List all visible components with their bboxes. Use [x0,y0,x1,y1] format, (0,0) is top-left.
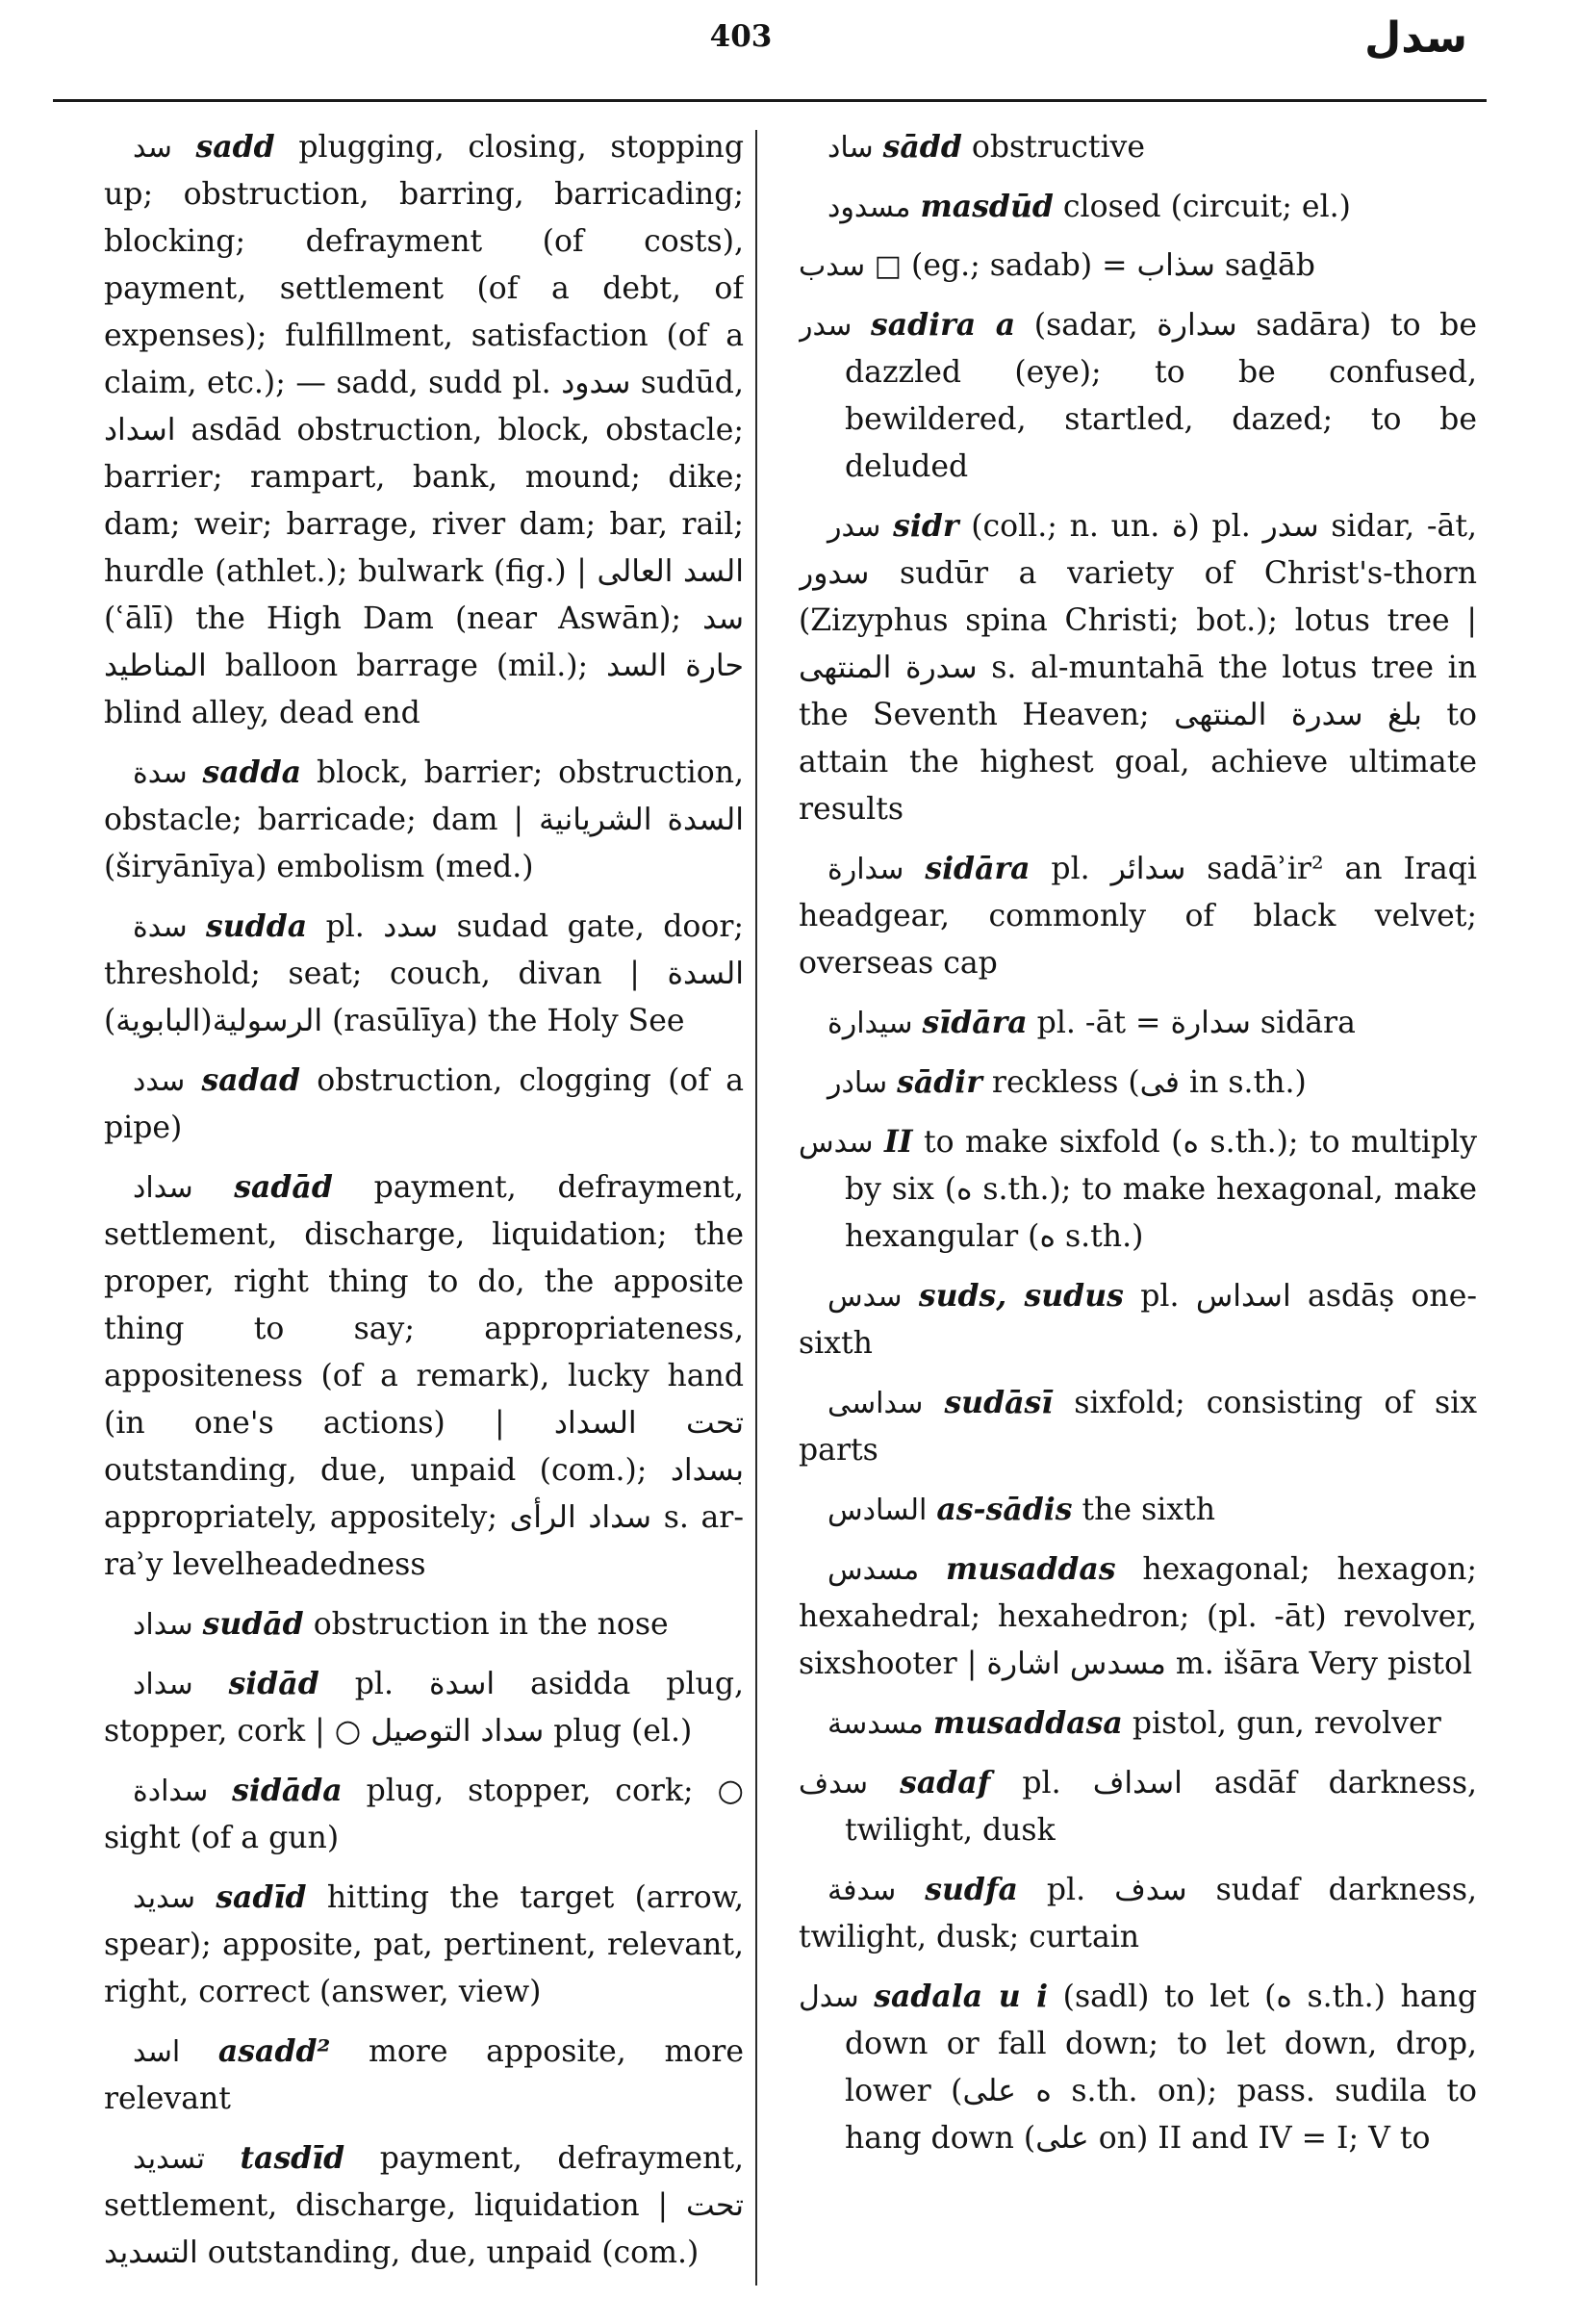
arabic-headword: سداد [133,1608,193,1642]
definition-text: payment, defrayment, settlement, discharge, liquidation | تحت التسديد outstanding, due, unpaid (com.) [104,2141,744,2270]
transliteration: sadala u i [874,1979,1049,2014]
definition-text: plugging, closing, stopping up; obstruction, barring, barricading; blocking; defrayment (of costs), payment, settlement (of a debt, of expenses); fulfillment, satisfaction (of a claim, etc.); — sadd, sudd pl. سدود sudūd, اسداد asdād obstruction, block, obstacle; barrier; rampart, bank, mound; dike; dam; weir; barrage, river dam; bar, rail; hurdle (athlet.); bulwark (fig.) | السد العالى (ʿālī) the High Dam (near Aswān); سد المناطيد balloon barrage (mil.); حارة السد blind alley, dead end [104,130,744,730]
transliteration: sidāda [232,1773,343,1808]
sub-entry [799,1486,1477,1534]
root-entry [799,301,1477,491]
transliteration: sidr [893,508,959,544]
arabic-headword: سدل [799,1980,859,2014]
arabic-headword: مسدود [827,191,911,224]
transliteration: sadād [234,1169,333,1205]
transliteration: sadīd [216,1879,307,1915]
right-column [799,123,1477,2298]
transliteration: masdūd [920,189,1054,224]
definition-text: reckless (فى in s.th.) [991,1065,1307,1100]
transliteration: suds, sudus [918,1278,1124,1314]
arabic-headword: سدس [799,1126,874,1160]
arabic-headword: سدادة [133,1775,209,1808]
definition-text: pl. اسداس asdāṣ one-sixth [799,1279,1477,1361]
sub-entry [104,1163,744,1589]
transliteration: sīdāra [922,1005,1028,1040]
definition-text: hexagonal; hexagon; hexahedral; hexahedron; (pl. -āt) revolver, sixshooter | مسدس اشارة m. išāra Very pistol [799,1552,1477,1681]
sub-entry [799,1379,1477,1474]
arabic-headword: مسدسة [827,1707,924,1741]
column-divider [755,130,757,2286]
definition-text: pistol, gun, revolver [1132,1706,1441,1741]
definition-text: (coll.; n. un. ة) pl. سدر sidar, -āt, سدور sudūr a variety of Christ's-thorn (Zizyphus spina Christi; bot.); lotus tree | سدرة المنتهى s. al-muntahā the lotus tree in the Seventh Heaven; بلغ سدرة المنتهى to attain the highest goal, achieve ultimate results [799,509,1477,827]
root-entry [799,1118,1477,1261]
definition-text: obstruction in the nose [313,1607,669,1642]
transliteration: sadda [202,754,302,790]
arabic-headword: السادس [827,1494,928,1527]
sub-entry [799,1866,1477,1961]
header-rule [53,99,1487,102]
sub-entry [799,1699,1477,1748]
definition-text: (sadl) to let (ه s.th.) hang down or fall down; to let down, drop, lower (ه على s.th. on); pass. sudila to hang down (على on) II and IV = I; V to [845,1979,1477,2156]
arabic-headword: ساد [827,131,874,165]
definition-text: closed (circuit; el.) [1062,190,1351,224]
transliteration: sadad [201,1062,301,1098]
definition-text: (eg.; sadab) = سذاب saḏāb [911,248,1315,283]
transliteration: sudfa [925,1872,1018,1907]
definition-text: to make sixfold (ه s.th.); to multiply by six (ه s.th.); to make hexagonal, make hexangular (ه s.th.) [845,1125,1477,1254]
sub-entry [104,1874,744,2016]
root-entry [799,1973,1477,2162]
sub-entry [799,123,1477,171]
sub-entry [104,123,744,737]
arabic-headword: □ سدب [799,249,903,283]
transliteration: sudda [206,908,308,944]
transliteration: musaddasa [932,1705,1123,1741]
arabic-headword: سدة [133,756,188,790]
sub-entry [799,502,1477,833]
definition-text: hitting the target (arrow, spear); apposite, pat, pertinent, relevant, right, correct (answer, view) [104,1880,744,2009]
transliteration: asadd² [217,2033,331,2069]
sub-entry [799,1272,1477,1367]
root-entry [799,243,1477,290]
definition-text: block, barrier; obstruction, obstacle; barricade; dam | السدة الشريانية (širyānīya) embolism (med.) [104,755,744,884]
transliteration: sadira a [871,307,1016,343]
arabic-headword: سداد [133,1171,193,1205]
definition-text: sixfold; consisting of six parts [799,1386,1477,1468]
arabic-headword: سادر [827,1066,888,1100]
sub-entry [104,1767,744,1862]
definition-text: pl. سدف sudaf darkness, twilight, dusk; curtain [799,1873,1477,1954]
transliteration: musaddas [946,1551,1116,1587]
sub-entry [104,1600,744,1648]
arabic-headword: سدف [799,1767,868,1800]
sub-entry [104,2028,744,2123]
arabic-headword: سدس [827,1280,903,1314]
arabic-headword: مسدس [827,1553,920,1587]
running-headword: سدل [1364,13,1467,63]
arabic-headword: سدر [799,309,853,343]
definition-text: pl. -āt = سدارة sidāra [1036,1006,1356,1040]
definition-text: the sixth [1082,1493,1216,1527]
transliteration: sudād [202,1606,304,1642]
sub-entry [104,903,744,1045]
left-column [104,123,744,2298]
transliteration: II [883,1124,913,1160]
transliteration: sādd [882,129,962,165]
sub-entry [104,1660,744,1755]
sub-entry [799,999,1477,1047]
definition-text: pl. سدد sudad gate, door; threshold; seat; couch, divan | السدة الرسولية(البابوية) (rasūlīya) the Holy See [104,909,744,1038]
transliteration: sādir [897,1064,982,1100]
definition-text: more apposite, more relevant [104,2034,744,2116]
definition-text: payment, defrayment, settlement, discharge, liquidation; the proper, right thing to do, the apposite thing to say; appropriateness, appositeness (of a remark), lucky hand (in one's actions) | تحت السداد outstanding, due, unpaid (com.); بسداد appropriately, appositely; سداد الرأى s. ar-raʾy levelheadedness [104,1170,744,1582]
sub-entry [799,183,1477,231]
arabic-headword: سدارة [827,853,904,886]
root-entry [799,1759,1477,1854]
sub-entry [799,1545,1477,1688]
arabic-headword: اسد [133,2035,181,2069]
arabic-headword: سدفة [827,1874,897,1907]
definition-text: pl. اسداف asdāf darkness, twilight, dusk [845,1766,1477,1848]
arabic-headword: سديد [133,1881,195,1915]
definition-text: obstructive [971,130,1145,165]
transliteration: sidād [228,1666,319,1701]
transliteration: tasdīd [240,2140,345,2176]
definition-text: pl. سدائر sadāʾir² an Iraqi headgear, commonly of black velvet; overseas cap [799,852,1477,981]
transliteration: as-sādis [936,1492,1073,1527]
transliteration: sidāra [925,851,1031,886]
sub-entry [799,1059,1477,1107]
transliteration: sudāsī [944,1385,1054,1420]
page-number: 403 [709,19,773,54]
sub-entry [104,1057,744,1152]
arabic-headword: تسديد [133,2142,205,2176]
arabic-headword: سدر [827,510,881,544]
definition-text: obstruction, clogging (of a pipe) [104,1063,744,1145]
arabic-headword: سداد [133,1668,193,1701]
arabic-headword: سدد [133,1064,186,1098]
arabic-headword: سداسى [827,1387,924,1420]
arabic-headword: سيدارة [827,1007,913,1040]
arabic-headword: سدة [133,910,188,944]
sub-entry [104,2134,744,2277]
arabic-headword: سد [133,131,172,165]
definition-text: plug, stopper, cork; ○ sight (of a gun) [104,1774,744,1855]
sub-entry [799,845,1477,987]
transliteration: sadd [195,129,275,165]
definition-text: (sadar, سدارة sadāra) to be dazzled (eye); to be confused, bewildered, startled, dazed; to be deluded [845,308,1477,484]
definition-text: pl. اسدة asidda plug, stopper, cork | ○ سداد التوصيل plug (el.) [104,1667,744,1749]
sub-entry [104,749,744,891]
transliteration: sadaf [900,1765,991,1800]
